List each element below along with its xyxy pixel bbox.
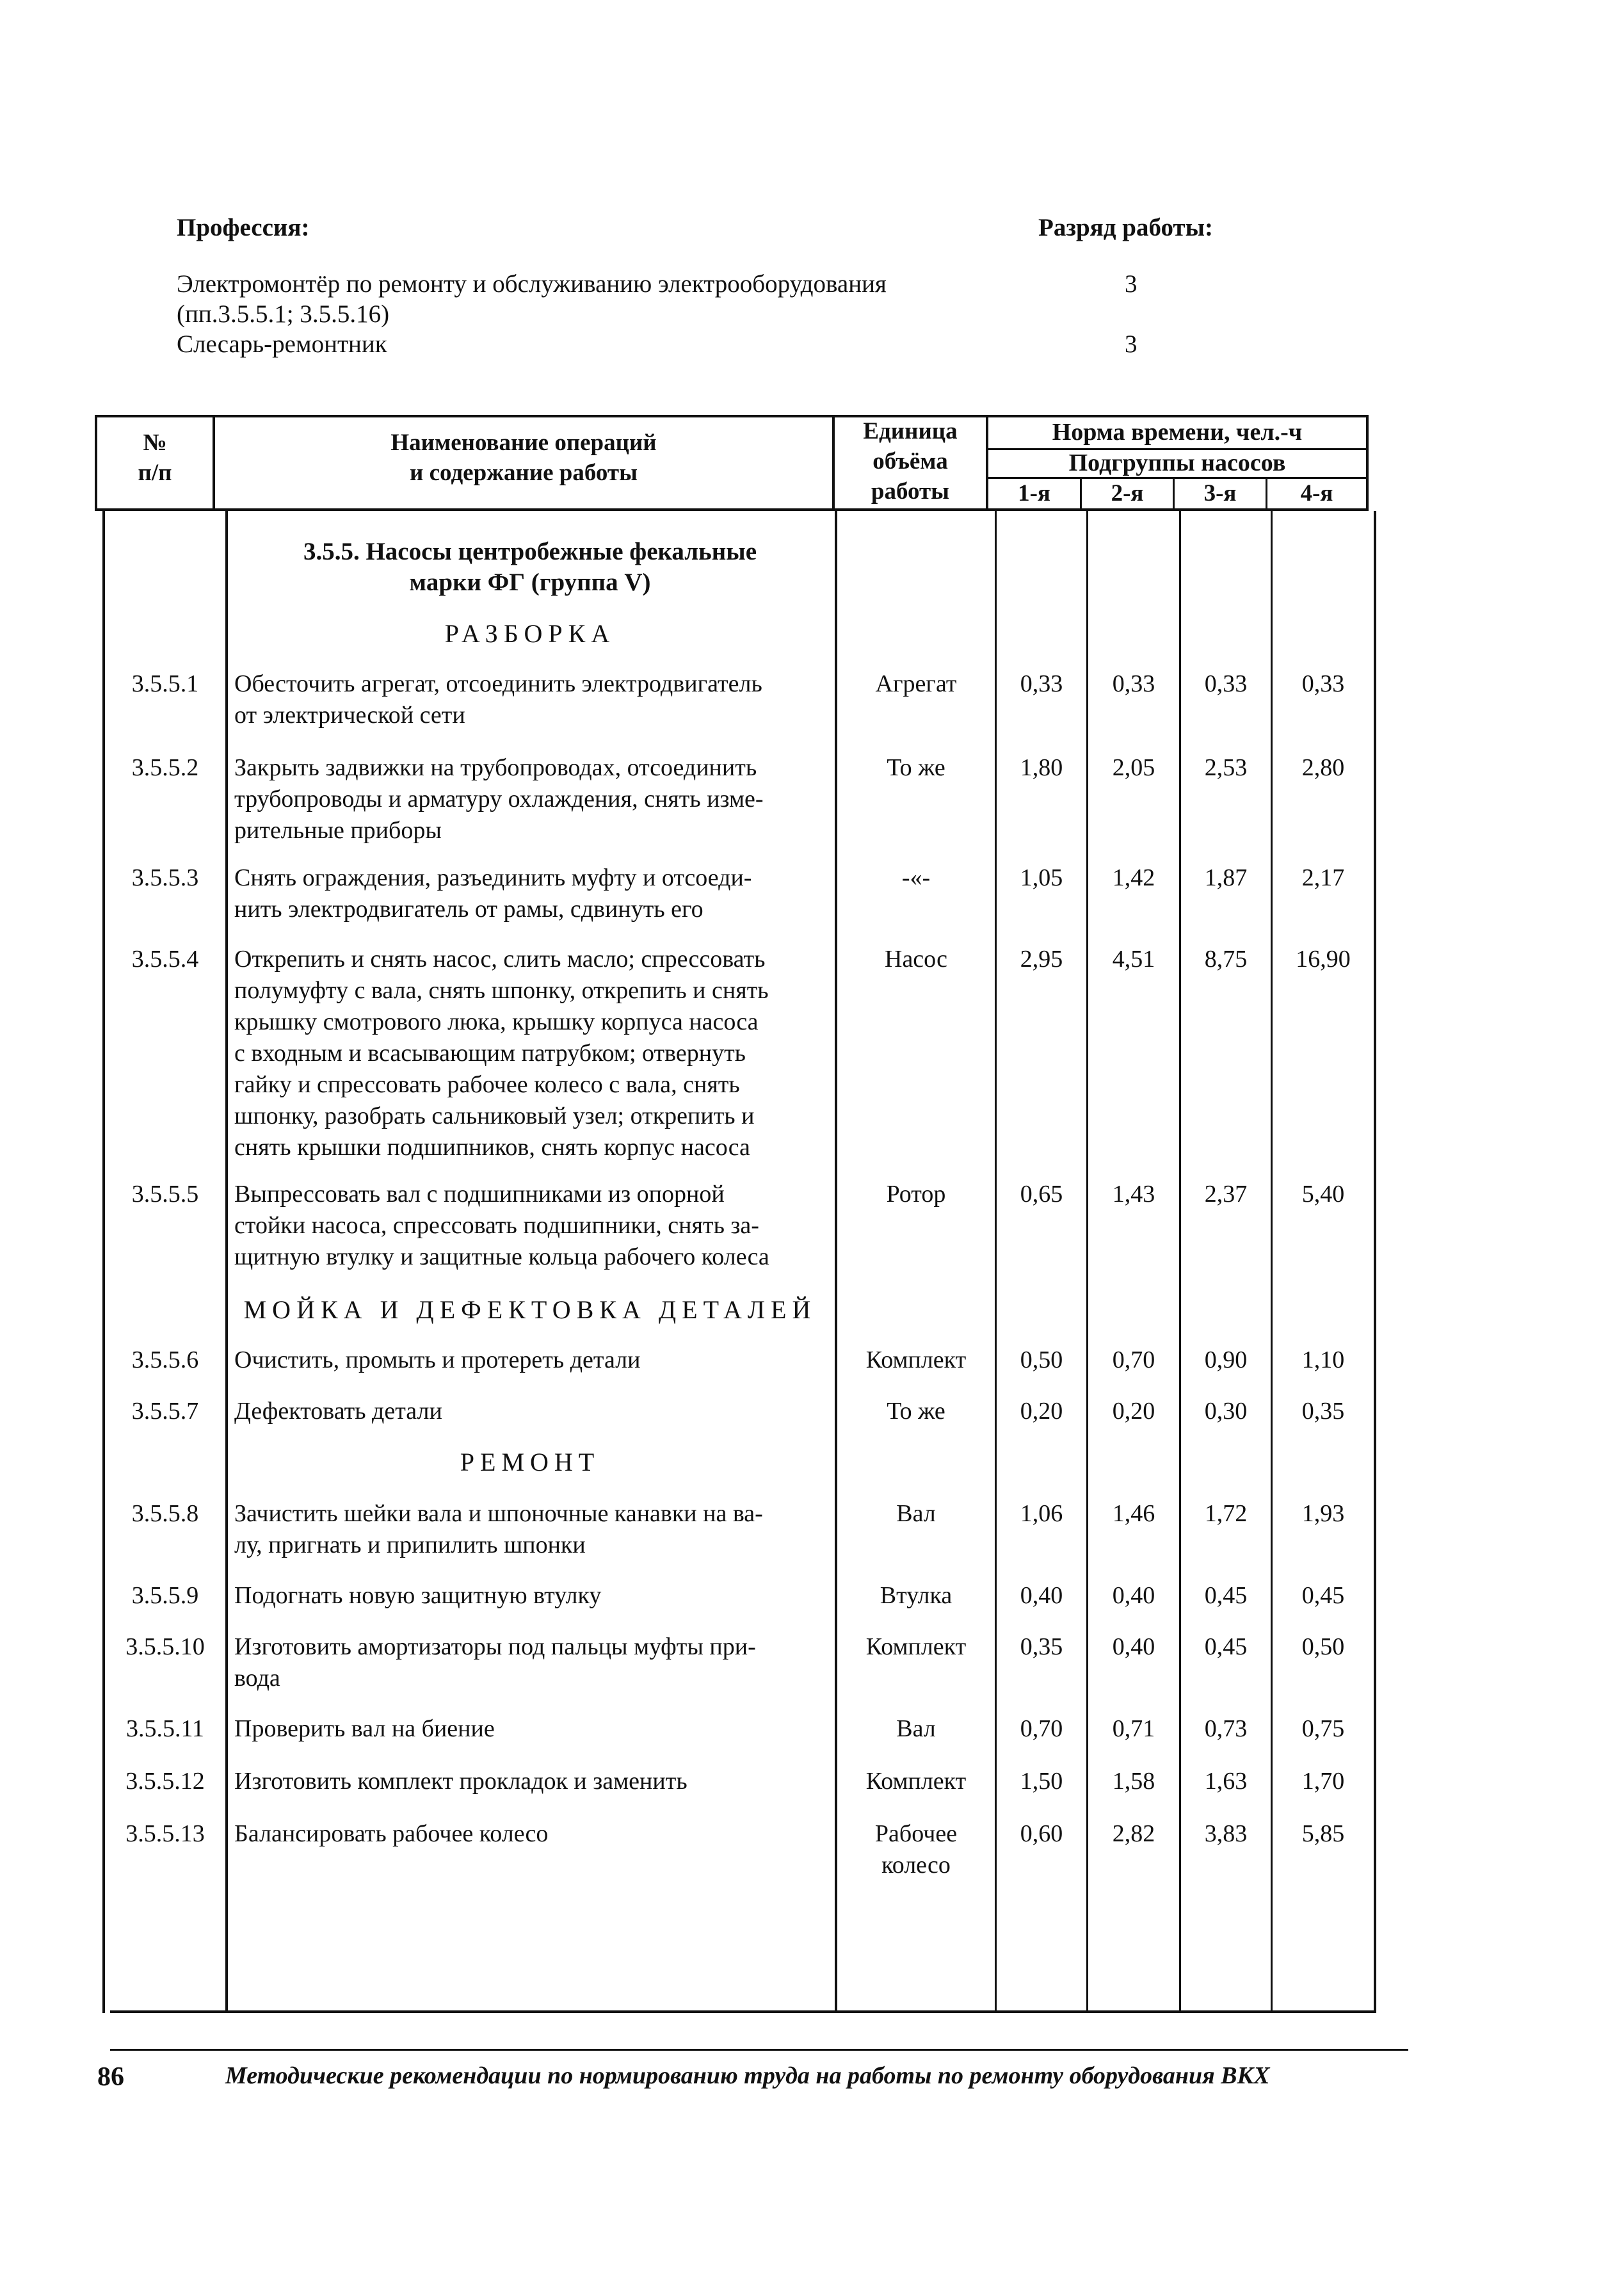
- row-number: 3.5.5.2: [131, 754, 199, 781]
- header-unit-line2: объёма: [872, 448, 948, 474]
- subsection-washing: МОЙКА И ДЕФЕКТОВКА ДЕТАЛЕЙ: [243, 1295, 817, 1324]
- row-value-group-4: 0,45: [1301, 1582, 1345, 1609]
- row-description-line: Закрыть задвижки на трубопроводах, отсоединить: [234, 754, 757, 781]
- row-number: 3.5.5.8: [131, 1500, 199, 1527]
- row-unit-line: -«-: [901, 864, 931, 891]
- row-value-group-3: 3,83: [1204, 1820, 1248, 1847]
- row-value-group-1: 1,05: [1020, 864, 1063, 891]
- header-name-line1: Наименование операций: [390, 430, 657, 456]
- footer-title: Методические рекомендации по нормированию труда на работы по ремонту оборудования ВКХ: [225, 2062, 1270, 2089]
- row-value-group-1: 1,80: [1020, 754, 1063, 781]
- row-value-group-1: 0,50: [1020, 1346, 1063, 1373]
- row-unit-line: Комплект: [865, 1633, 967, 1660]
- row-unit: [837, 1396, 995, 1427]
- row-unit: [837, 1179, 995, 1210]
- row-value-group-4: 5,85: [1301, 1820, 1345, 1847]
- row-value-group-2: 0,20: [1112, 1398, 1155, 1425]
- row-value-group-4: 0,33: [1301, 670, 1345, 697]
- row-value-group-4: 1,10: [1301, 1346, 1345, 1373]
- row-description-line: снять крышки подшипников, снять корпус насоса: [234, 1134, 750, 1161]
- row-description: [234, 862, 830, 925]
- row-value-group-1: 0,40: [1020, 1582, 1063, 1609]
- row-description-line: нить электродвигатель от рамы, сдвинуть его: [234, 896, 703, 923]
- profession-grade-1: 3: [1125, 270, 1138, 298]
- row-description-line: Изготовить комплект прокладок и заменить: [234, 1768, 687, 1795]
- header-group-1: 1-я: [1018, 480, 1050, 506]
- row-description-line: полумуфту с вала, снять шпонку, открепить и снять: [234, 977, 769, 1004]
- grade-heading: Разряд работы:: [1038, 214, 1214, 241]
- row-unit: [837, 1818, 995, 1881]
- row-number: 3.5.5.11: [125, 1715, 205, 1742]
- profession-name-3: Слесарь-ремонтник: [177, 330, 387, 358]
- page-number: 86: [97, 2062, 124, 2092]
- row-value-group-2: 4,51: [1112, 946, 1155, 973]
- row-description: [234, 1766, 830, 1797]
- row-unit-line: колесо: [881, 1852, 951, 1879]
- row-value-group-2: 2,05: [1112, 754, 1155, 781]
- row-value-group-2: 0,40: [1112, 1582, 1155, 1609]
- row-value-group-1: 0,33: [1020, 670, 1063, 697]
- row-number: 3.5.5.6: [131, 1346, 199, 1373]
- row-value-group-1: 1,50: [1020, 1768, 1063, 1795]
- row-value-group-3: 0,33: [1204, 670, 1248, 697]
- row-value-group-3: 1,87: [1204, 864, 1248, 891]
- row-unit: [837, 668, 995, 700]
- row-description: [234, 1713, 830, 1745]
- header-subgroups: Подгруппы насосов: [1068, 449, 1286, 476]
- row-description-line: с входным и всасывающим патрубком; отвернуть: [234, 1040, 746, 1067]
- row-unit: [837, 1766, 995, 1797]
- row-description: [234, 668, 830, 731]
- row-unit: [837, 1498, 995, 1530]
- header-group-3: 3-я: [1203, 480, 1237, 506]
- row-value-group-2: 0,70: [1112, 1346, 1155, 1373]
- row-unit-line: Втулка: [880, 1582, 953, 1609]
- row-value-group-3: 2,37: [1204, 1181, 1248, 1208]
- row-description-line: трубопроводы и арматуру охлаждения, снять изме-: [234, 786, 764, 812]
- row-description-line: Снять ограждения, разъединить муфту и отсоеди-: [234, 864, 752, 891]
- header-group-2: 2-я: [1111, 480, 1144, 506]
- row-value-group-3: 1,63: [1204, 1768, 1248, 1795]
- row-value-group-2: 0,40: [1112, 1633, 1155, 1660]
- row-value-group-1: 0,60: [1020, 1820, 1063, 1847]
- row-unit: [837, 862, 995, 894]
- row-value-group-3: 0,45: [1204, 1633, 1248, 1660]
- profession-grade-3: 3: [1125, 330, 1138, 358]
- row-description-line: Зачистить шейки вала и шпоночные канавки на ва-: [234, 1500, 763, 1527]
- row-value-group-4: 2,17: [1301, 864, 1345, 891]
- header-unit-line3: работы: [871, 478, 950, 505]
- row-unit-line: Комплект: [865, 1768, 967, 1795]
- row-value-group-3: 0,90: [1204, 1346, 1248, 1373]
- row-value-group-2: 1,46: [1112, 1500, 1155, 1527]
- row-description-line: крышку смотрового люка, крышку корпуса насоса: [234, 1008, 759, 1035]
- row-description-line: рительные приборы: [234, 817, 442, 844]
- row-value-group-2: 0,71: [1112, 1715, 1155, 1742]
- row-description: [234, 944, 830, 1163]
- row-value-group-3: 0,73: [1204, 1715, 1248, 1742]
- row-number: 3.5.5.13: [125, 1820, 205, 1847]
- row-unit-line: Агрегат: [875, 670, 957, 697]
- row-value-group-4: 0,75: [1301, 1715, 1345, 1742]
- row-value-group-2: 1,58: [1112, 1768, 1155, 1795]
- row-description: [234, 1818, 830, 1850]
- row-description: [234, 1345, 830, 1376]
- row-description-line: стойки насоса, спрессовать подшипники, снять за-: [234, 1212, 759, 1239]
- row-number: 3.5.5.12: [125, 1768, 205, 1795]
- row-number: 3.5.5.5: [131, 1181, 199, 1208]
- row-value-group-3: 0,30: [1204, 1398, 1248, 1425]
- row-unit: [837, 1631, 995, 1663]
- row-value-group-1: 0,20: [1020, 1398, 1063, 1425]
- row-description: [234, 752, 830, 846]
- row-value-group-3: 8,75: [1204, 946, 1248, 973]
- row-description: [234, 1631, 830, 1694]
- row-number: 3.5.5.10: [125, 1633, 205, 1660]
- row-unit: [837, 944, 995, 975]
- header-group-4: 4-я: [1300, 480, 1333, 506]
- row-value-group-2: 2,82: [1112, 1820, 1155, 1847]
- profession-heading: Профессия:: [177, 214, 310, 241]
- row-unit-line: То же: [887, 754, 945, 781]
- row-value-group-4: 1,93: [1301, 1500, 1345, 1527]
- profession-name-2: (пп.3.5.5.1; 3.5.5.16): [177, 300, 390, 328]
- row-description-line: Открепить и снять насос, слить масло; спрессовать: [234, 946, 766, 973]
- row-unit: [837, 1345, 995, 1376]
- header-no: [97, 428, 213, 488]
- section-title: [225, 537, 835, 598]
- row-description: [234, 1580, 830, 1612]
- header-unit-line1: Единица: [863, 418, 958, 444]
- row-description-line: Выпрессовать вал с подшипниками из опорной: [234, 1181, 725, 1208]
- section-title-line2: марки ФГ (группа V): [409, 569, 651, 596]
- row-number: 3.5.5.4: [131, 946, 199, 973]
- row-number: 3.5.5.7: [131, 1398, 199, 1425]
- row-value-group-1: 0,70: [1020, 1715, 1063, 1742]
- subsection-repair: РЕМОНТ: [460, 1448, 600, 1476]
- row-unit: [837, 1580, 995, 1612]
- row-value-group-1: 0,35: [1020, 1633, 1063, 1660]
- row-description-line: от электрической сети: [234, 702, 465, 729]
- row-description: [234, 1179, 830, 1273]
- row-unit-line: Комплект: [865, 1346, 967, 1373]
- row-unit: [837, 752, 995, 784]
- row-value-group-2: 1,43: [1112, 1181, 1155, 1208]
- row-value-group-3: 0,45: [1204, 1582, 1248, 1609]
- row-value-group-4: 2,80: [1301, 754, 1345, 781]
- header-name: [215, 428, 832, 488]
- subsection-disassembly: РАЗБОРКА: [444, 619, 616, 648]
- row-description-line: вода: [234, 1665, 280, 1692]
- row-value-group-2: 1,42: [1112, 864, 1155, 891]
- section-title-line1: 3.5.5. Насосы центробежные фекальные: [303, 538, 757, 565]
- row-description-line: Очистить, промыть и протереть детали: [234, 1346, 641, 1373]
- row-unit-line: Рабочее: [874, 1820, 958, 1847]
- row-value-group-3: 1,72: [1204, 1500, 1248, 1527]
- row-unit-line: То же: [887, 1398, 945, 1425]
- row-unit-line: Насос: [885, 946, 947, 973]
- row-number: 3.5.5.3: [131, 864, 199, 891]
- header-name-line2: и содержание работы: [410, 460, 638, 486]
- row-value-group-4: 1,70: [1301, 1768, 1345, 1795]
- row-description-line: щитную втулку и защитные кольца рабочего колеса: [234, 1243, 769, 1270]
- header-unit: [835, 416, 986, 506]
- row-unit-line: Вал: [896, 1500, 936, 1527]
- header-norm: Норма времени, чел.-ч: [1052, 419, 1303, 446]
- row-description-line: Подогнать новую защитную втулку: [234, 1582, 602, 1609]
- row-description-line: Изготовить амортизаторы под пальцы муфты при-: [234, 1633, 756, 1660]
- row-value-group-1: 1,06: [1020, 1500, 1063, 1527]
- row-description: [234, 1498, 830, 1561]
- row-description: [234, 1396, 830, 1427]
- row-unit-line: Вал: [896, 1715, 936, 1742]
- row-description-line: Дефектовать детали: [234, 1398, 442, 1425]
- row-value-group-3: 2,53: [1204, 754, 1248, 781]
- row-description-line: гайку и спрессовать рабочее колесо с вала, снять: [234, 1071, 740, 1098]
- profession-name-1: Электромонтёр по ремонту и обслуживанию электрооборудования: [177, 270, 887, 298]
- row-value-group-4: 0,50: [1301, 1633, 1345, 1660]
- row-value-group-1: 0,65: [1020, 1181, 1063, 1208]
- row-number: 3.5.5.9: [131, 1582, 199, 1609]
- row-unit-line: Ротор: [886, 1181, 946, 1208]
- row-value-group-4: 16,90: [1296, 946, 1351, 973]
- row-value-group-4: 5,40: [1301, 1181, 1345, 1208]
- row-unit: [837, 1713, 995, 1745]
- row-description-line: лу, пригнать и припилить шпонки: [234, 1532, 586, 1558]
- row-description-line: Обесточить агрегат, отсоединить электродвигатель: [234, 670, 762, 697]
- row-number: 3.5.5.1: [131, 670, 199, 697]
- row-description-line: Проверить вал на биение: [234, 1715, 495, 1742]
- header-no-line2: п/п: [138, 460, 172, 486]
- row-value-group-1: 2,95: [1020, 946, 1063, 973]
- row-description-line: Балансировать рабочее колесо: [234, 1820, 549, 1847]
- row-value-group-4: 0,35: [1301, 1398, 1345, 1425]
- row-description-line: шпонку, разобрать сальниковый узел; открепить и: [234, 1103, 755, 1129]
- header-no-line1: №: [143, 430, 167, 456]
- row-value-group-2: 0,33: [1112, 670, 1155, 697]
